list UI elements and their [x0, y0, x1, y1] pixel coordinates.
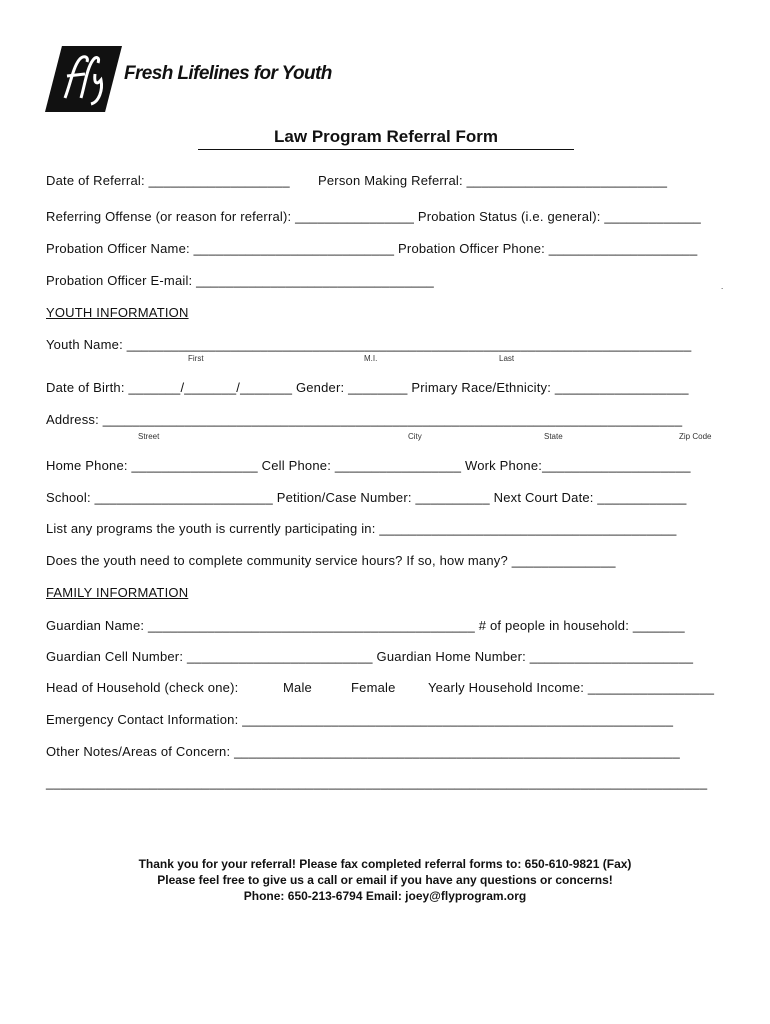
sub-label-state: State — [544, 432, 563, 441]
youth-information-heading: YOUTH INFORMATION — [46, 305, 189, 320]
phones-field[interactable]: Home Phone: _________________ Cell Phone: _________________ Work Phone:____________________ — [46, 458, 691, 473]
date-of-birth-field[interactable]: Date of Birth: _______/_______/_______ Gender: ________ Primary Race/Ethnicity: __________________ — [46, 380, 689, 395]
option-female[interactable]: Female — [351, 680, 396, 695]
fly-logo-mark — [45, 46, 122, 112]
programs-field[interactable]: List any programs the youth is currently participating in: ________________________________________ — [46, 521, 677, 536]
form-title: Law Program Referral Form — [274, 127, 498, 146]
emergency-contact-field[interactable]: Emergency Contact Information: __________________________________________________________ — [46, 712, 674, 727]
community-service-field[interactable]: Does the youth need to complete community service hours? If so, how many? ______________ — [46, 553, 616, 568]
sub-label-mi: M.I. — [364, 354, 378, 363]
address-field[interactable]: Address: ______________________________________________________________________________ — [46, 412, 683, 427]
probation-officer-email-field[interactable]: Probation Officer E-mail: ________________________________ — [46, 273, 434, 288]
sub-label-last: Last — [499, 354, 515, 363]
footer-line-2: Please feel free to give us a call or email if you have any questions or concerns! — [157, 873, 613, 887]
person-making-referral-field[interactable]: Person Making Referral: ___________________________ — [318, 173, 668, 188]
form-title-wrap — [198, 127, 574, 150]
brand-name: Fresh Lifelines for Youth — [124, 63, 332, 84]
footer-line-1: Thank you for your referral! Please fax completed referral forms to: 650-610-9821 (Fax) — [138, 857, 632, 871]
date-of-referral-field[interactable]: Date of Referral: ___________________ — [46, 173, 290, 188]
fly-logo — [45, 46, 122, 112]
yearly-income-field[interactable]: Yearly Household Income: _________________ — [428, 680, 715, 695]
sub-label-first: First — [188, 354, 204, 363]
other-notes-field[interactable]: Other Notes/Areas of Concern: ____________________________________________________________ — [46, 744, 680, 759]
footer-line-3: Phone: 650-213-6794 Email: joey@flyprogram.org — [243, 889, 527, 903]
guardian-name-field[interactable]: Guardian Name: ____________________________________________ # of people in household: _______ — [46, 618, 685, 633]
probation-officer-name-field[interactable]: Probation Officer Name: ___________________________ Probation Officer Phone: ____________________ — [46, 241, 698, 256]
option-male[interactable]: Male — [283, 680, 312, 695]
family-information-heading: FAMILY INFORMATION — [46, 585, 189, 600]
sub-label-street: Street — [138, 432, 160, 441]
referring-offense-field[interactable]: Referring Offense (or reason for referral): ________________ Probation Status (i.e. general): _____________ — [46, 209, 701, 224]
head-of-household-label: Head of Household (check one): — [46, 680, 239, 695]
youth-name-field[interactable]: Youth Name: ____________________________________________________________________________ — [46, 337, 692, 352]
sub-label-zip: Zip Code — [679, 432, 712, 441]
sub-label-city: City — [408, 432, 422, 441]
school-field[interactable]: School: ________________________ Petition/Case Number: __________ Next Court Date: ____________ — [46, 490, 687, 505]
other-notes-extra-line[interactable]: _________________________________________________________________________________________ — [46, 775, 708, 790]
stray-dot: . — [721, 282, 724, 291]
guardian-numbers-field[interactable]: Guardian Cell Number: _________________________ Guardian Home Number: ______________________ — [46, 649, 694, 664]
